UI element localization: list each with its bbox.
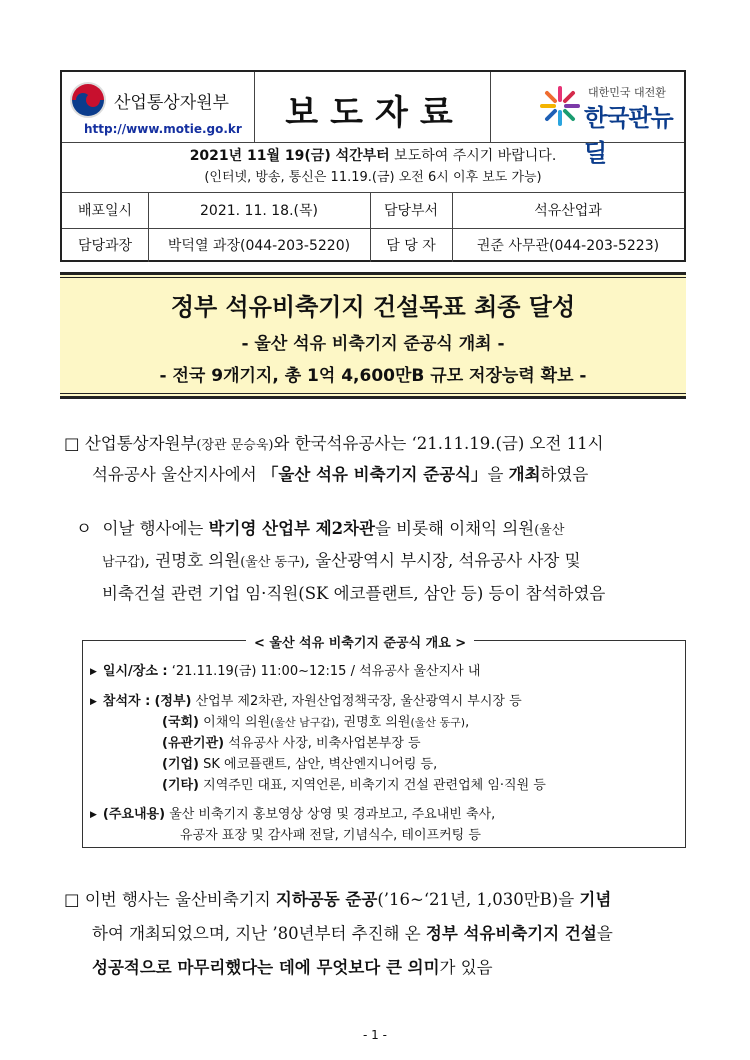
vip-name: 박기영 산업부 제2차관 [208,519,375,538]
para2-line1 [76,515,564,539]
label: 참석자 : [102,694,151,709]
text: 이날 행사에는 [102,519,209,538]
para2-line2 [102,547,581,571]
press-header-table [60,70,686,262]
text: 산업통상자원부 [84,434,197,453]
manager-value: 박덕열 과장(044-203-5220) [167,238,351,254]
value: 지역주민 대표, 지역언론, 비축기지 건설 관련업체 임·직원 등 [203,778,546,793]
staff-value: 권준 사무관(044-203-5223) [476,238,660,254]
text: 하였음 [540,465,589,484]
department-label: 담당부서 [383,203,439,219]
overview-institution-row [162,732,421,751]
headline-sub-1: - 울산 석유 비축기지 준공식 개최 - [241,334,505,354]
label: (유관기관) [162,736,225,751]
text: , 울산광역시 부시장, 석유공사 사장 및 [304,551,581,570]
triangle-bullet-icon: ▶ [90,697,97,707]
text: (울산 동구) [240,555,305,570]
headline-main: 정부 석유비축기지 건설목표 최종 달성 [170,293,576,321]
new-deal-tagline: 대한민국 대전환 [588,86,666,99]
new-deal-wordmark: 한국판뉴딜 [584,104,673,167]
label: (기타) [162,778,199,793]
square-bullet: □ [64,890,80,909]
text: , 권명호 의원 [144,551,241,570]
overview-attendees-row [90,690,522,709]
text: 가 있음 [439,958,493,977]
distribution-date-label: 배포일시 [77,203,133,219]
triangle-bullet-icon: ▶ [90,667,97,677]
text: 성공적으로 마무리했다는 데에 무엇보다 큰 의미 [92,958,440,977]
value: 울산 비축기지 홍보영상 상영 및 경과보고, 주요내빈 축사, [169,807,496,822]
manager-label: 담당과장 [77,238,133,254]
text: 이번 행사는 울산비축기지 [84,890,276,909]
ministry-url-link[interactable]: http://www.motie.go.kr [84,122,242,136]
label: 일시/장소 : [102,664,168,679]
overview-title: < 울산 석유 비축기지 준공식 개요 > [246,632,474,651]
text: (’16~‘21년, 1,030만B)을 [377,890,580,909]
text: 을 [487,465,509,484]
department-value: 석유산업과 [534,203,602,219]
ministry-name: 산업통상자원부 [114,92,229,113]
distribution-date-value: 2021. 11. 18.(목) [200,203,318,219]
para3-line3 [92,954,493,978]
ministry-logo [70,78,256,122]
page-number: - 1 - [363,1028,387,1042]
circle-bullet: ㅇ [76,519,92,538]
press-release-title: 보도자료 [285,92,465,133]
text: 개최 [508,465,541,484]
headline-box [60,272,686,399]
value: , [465,715,470,730]
value: (울산 동구) [410,716,466,729]
staff-label: 담 당 자 [386,238,436,254]
text: 지하공동 준공 [275,890,378,909]
text: 정부 석유비축기지 건설 [425,924,597,943]
event-name: 「울산 석유 비축기지 준공식」 [261,465,488,484]
value: , 권명호 의원 [335,715,411,730]
text: 을 비롯해 이채익 의원 [375,519,535,538]
text: 남구갑) [102,555,145,570]
text: (울산 [534,523,565,538]
text: (장관 문승욱) [196,438,274,453]
text: 하여 개최되었으며, 지난 ’80년부터 추진해 온 [92,924,426,943]
value: ‘21.11.19(금) 11:00~12:15 / 석유공사 울산지사 내 [171,664,481,679]
korean-new-deal-logo [536,82,684,167]
text: 을 [596,924,613,943]
embargo-request: 보도하여 주시기 바랍니다. [394,148,557,164]
para3-line1 [64,886,611,910]
para1-line2 [92,461,588,485]
overview-company-row [162,753,437,772]
label: (국회) [162,715,199,730]
label: (주요내용) [102,807,166,822]
value: 이채익 의원 [203,715,271,730]
embargo-line-1 [62,145,684,165]
value: (울산 남구갑) [270,716,336,729]
label: (기업) [162,757,199,772]
value: 석유공사 사장, 비축사업본부장 등 [228,736,421,751]
headline-sub-2: - 전국 9개기지, 총 1억 4,600만B 규모 저장능력 확보 - [159,366,587,386]
label: (정부) [154,694,192,709]
para1-line1 [64,430,604,454]
overview-program-row [90,803,495,822]
para3-line2 [92,920,613,944]
triangle-bullet-icon: ▶ [90,810,97,820]
text: 기념 [579,890,612,909]
value: SK 에코플랜트, 삼안, 벽산엔지니어링 등, [203,757,438,772]
taegeuk-emblem-icon [70,82,106,118]
text: 석유공사 울산지사에서 [92,465,262,484]
value: 산업부 제2차관, 자원산업정책국장, 울산광역시 부시장 등 [195,694,522,709]
new-deal-burst-icon [540,86,580,126]
overview-etc-row [162,774,546,793]
square-bullet: □ [64,434,80,453]
overview-assembly-row [162,711,469,730]
overview-program-row-2: 유공자 표장 및 감사패 전달, 기념식수, 테이프커팅 등 [180,828,481,843]
embargo-line-2: (인터넷, 방송, 통신은 11.19.(금) 오전 6시 이후 보도 가능) [204,170,542,185]
embargo-time: 2021년 11월 19(금) 석간부터 [189,148,390,164]
para2-line3: 비축건설 관련 기업 임·직원(SK 에코플랜트, 삼안 등) 등이 참석하였음 [102,584,606,603]
overview-date-row [90,660,480,679]
text: 와 한국석유공사는 ‘21.11.19.(금) 오전 11시 [273,434,604,453]
